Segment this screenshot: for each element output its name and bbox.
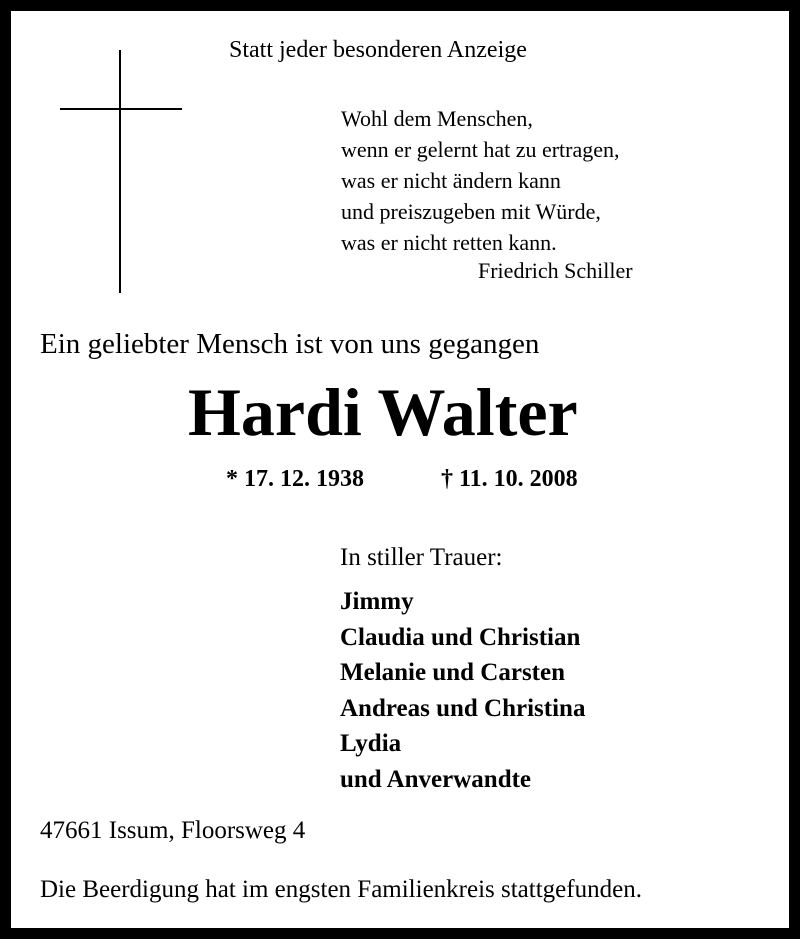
quote-author: Friedrich Schiller [478, 258, 633, 283]
mourner-name: Claudia und Christian [340, 623, 581, 651]
mourner-name: Jimmy [340, 588, 414, 615]
intro-text: Ein geliebter Mensch ist von uns gegangen [40, 328, 540, 360]
death-date: † 11. 10. 2008 [441, 466, 578, 492]
mourner-name: Lydia [340, 730, 402, 757]
funeral-note: Die Beerdigung hat im engsten Familienkreis stattgefunden. [40, 876, 642, 903]
cross-icon-vertical [119, 50, 121, 293]
quote-line: und preiszugeben mit Würde, [341, 199, 601, 224]
birth-date: * 17. 12. 1938 [226, 466, 364, 492]
quote-line: Wohl dem Menschen, [341, 106, 533, 131]
deceased-name: Hardi Walter [188, 374, 578, 450]
quote-block [341, 103, 620, 258]
quote-line: was er nicht retten kann. [341, 230, 557, 255]
mourner-name: Melanie und Carsten [340, 659, 565, 686]
mourner-name: Andreas und Christina [340, 694, 586, 722]
quote-line: was er nicht ändern kann [341, 168, 561, 193]
cross-icon-horizontal [60, 108, 182, 110]
header-text: Statt jeder besonderen Anzeige [229, 37, 527, 63]
mourning-label: In stiller Trauer: [340, 544, 503, 571]
quote-line: wenn er gelernt hat zu ertragen, [341, 137, 620, 162]
address-text: 47661 Issum, Floorsweg 4 [40, 817, 306, 844]
mourner-name: und Anverwandte [340, 765, 532, 793]
mourners-list [340, 584, 585, 797]
